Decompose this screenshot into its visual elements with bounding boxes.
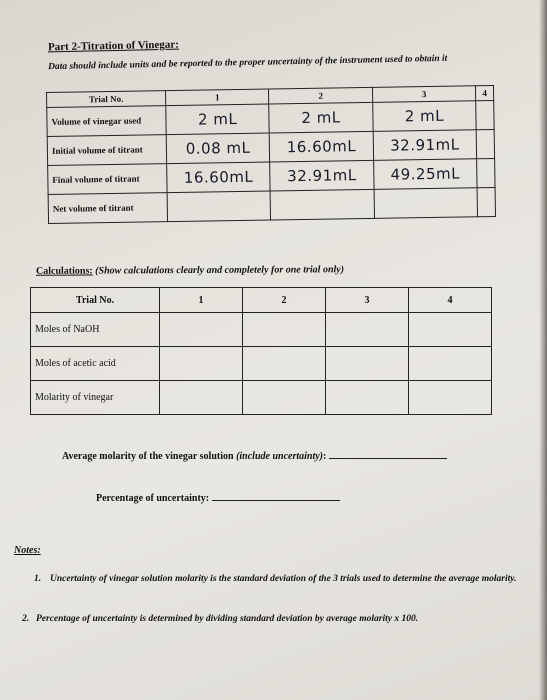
table-cell[interactable]	[160, 313, 243, 347]
trial-3-header: 3	[326, 288, 409, 313]
row-label: Final volume of titrant	[48, 164, 167, 195]
trial-1-header: 1	[165, 89, 269, 106]
table-header-row	[31, 288, 492, 313]
instructions: Data should include units and be reported to the proper uncertainty of the instrument used to obtain it	[47, 53, 448, 73]
table-cell[interactable]: 2 mL	[269, 102, 373, 133]
table-cell[interactable]	[374, 188, 478, 219]
row-label: Net volume of titrant	[48, 193, 167, 224]
average-molarity-line: Average molarity of the vinegar solution (include uncertainty):	[62, 448, 447, 462]
table-cell[interactable]: 49.25mL	[373, 159, 477, 190]
table-cell[interactable]: 16.60mL	[167, 162, 271, 193]
table-cell[interactable]: 2 mL	[166, 104, 270, 135]
note-text: Percentage of uncertainty is determined by dividing standard deviation by average molarity x 100.	[36, 614, 419, 624]
row-label: Molarity of vinegar	[31, 381, 160, 415]
percentage-line	[96, 490, 340, 504]
trial-no-header: Trial No.	[31, 288, 160, 313]
note-item	[22, 612, 512, 626]
calculations-table	[30, 287, 492, 415]
table-row	[31, 347, 492, 381]
calculations-label: Calculations:	[35, 265, 93, 277]
row-label: Moles of acetic acid	[31, 347, 160, 381]
table-cell[interactable]	[160, 347, 243, 381]
table-cell[interactable]	[326, 381, 409, 415]
trial-3-header: 3	[372, 86, 476, 103]
table-cell[interactable]	[167, 191, 271, 222]
table-row	[48, 187, 495, 223]
table-cell[interactable]	[476, 100, 494, 129]
table-cell[interactable]	[243, 381, 326, 415]
average-molarity-note: (include uncertainty)	[236, 451, 324, 462]
table-cell[interactable]	[409, 347, 492, 381]
table-cell[interactable]: 32.91mL	[373, 130, 477, 161]
table-cell[interactable]	[243, 347, 326, 381]
calculations-heading	[36, 264, 344, 277]
table-cell[interactable]: 0.08 mL	[166, 133, 270, 164]
trial-4-header: 4	[409, 288, 492, 313]
trial-2-header: 2	[269, 87, 373, 104]
notes-title: Notes:	[14, 545, 41, 556]
table-cell[interactable]: 16.60mL	[270, 131, 374, 162]
table-cell[interactable]: 32.91mL	[270, 160, 374, 191]
trial-1-header: 1	[160, 288, 243, 313]
page-title: Part 2-Titration of Vinegar:	[47, 38, 179, 54]
calculations-note: (Show calculations clearly and completely for one trial only)	[95, 264, 345, 277]
percentage-label: Percentage of uncertainty:	[96, 493, 210, 504]
table-cell[interactable]	[409, 381, 492, 415]
table-row	[31, 381, 492, 415]
note-number: 1.	[34, 574, 42, 584]
table-cell[interactable]	[243, 313, 326, 347]
table-cell[interactable]	[477, 158, 495, 187]
note-text: Uncertainty of vinegar solution molarity is the standard deviation of the 3 trials used to determine the average molarity.	[50, 574, 517, 584]
trial-4-header: 4	[476, 85, 494, 100]
average-molarity-blank[interactable]	[329, 448, 447, 459]
table-cell[interactable]	[270, 189, 374, 220]
row-label: Moles of NaOH	[31, 313, 160, 347]
trial-2-header: 2	[243, 288, 326, 313]
percentage-blank[interactable]	[212, 490, 340, 501]
table-row	[31, 313, 492, 347]
table-cell[interactable]	[476, 129, 494, 158]
row-label: Volume of vinegar used	[47, 106, 166, 137]
table-cell[interactable]: 2 mL	[372, 101, 476, 132]
note-item	[34, 572, 524, 586]
table-cell[interactable]	[326, 313, 409, 347]
titration-data-table	[46, 85, 496, 224]
note-number: 2.	[22, 614, 30, 624]
table-cell[interactable]	[477, 187, 495, 216]
average-molarity-label: Average molarity of the vinegar solution	[62, 451, 234, 462]
table-cell[interactable]	[409, 313, 492, 347]
row-label: Initial volume of titrant	[47, 135, 166, 166]
table-cell[interactable]	[160, 381, 243, 415]
table-cell[interactable]	[326, 347, 409, 381]
trial-no-header: Trial No.	[47, 91, 166, 108]
page-edge-shadow	[539, 0, 547, 700]
